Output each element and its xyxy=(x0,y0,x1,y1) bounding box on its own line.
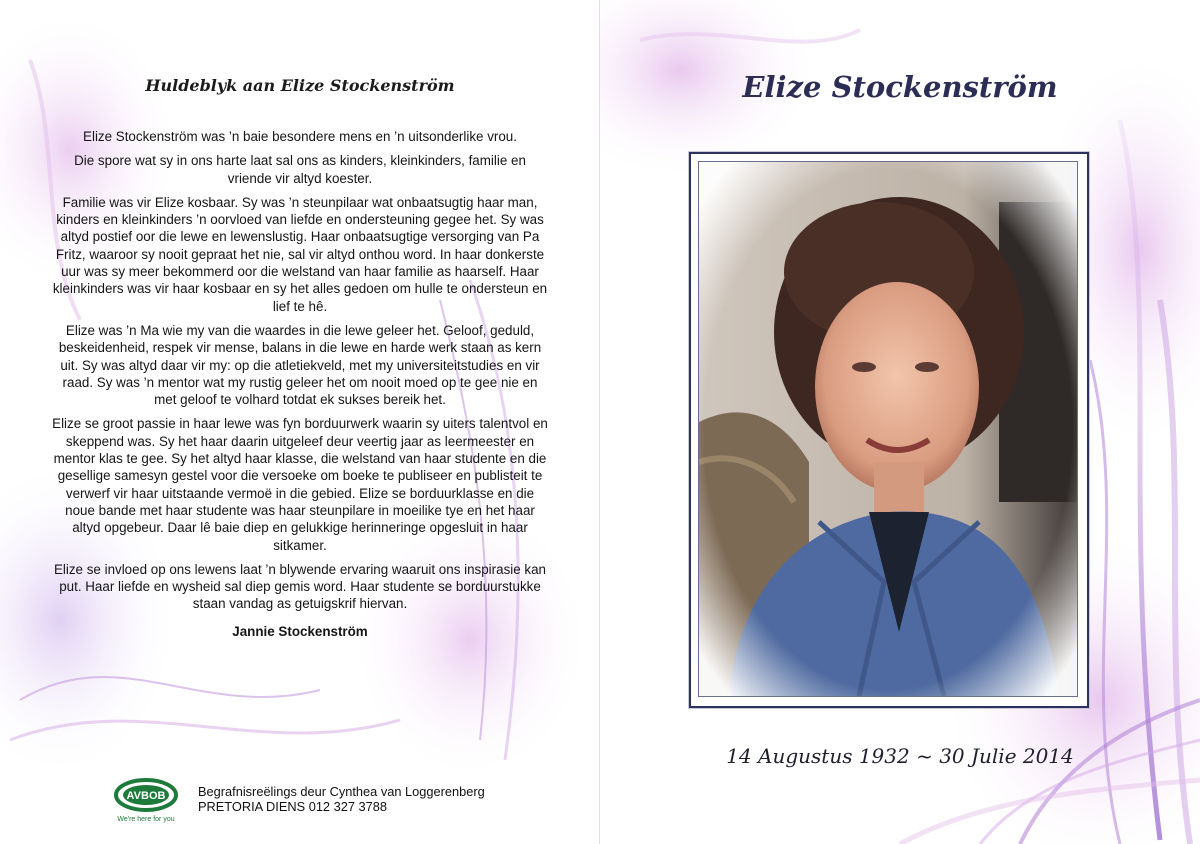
cover-page xyxy=(600,0,1200,844)
tribute-text xyxy=(52,128,548,647)
avbob-tagline: We're here for you xyxy=(117,816,175,823)
tribute-paragraph: Elize se groot passie in haar lewe was fyn borduurwerk waarin sy uiters talentvol en skeppend was. Sy het haar daarin uitgeleef deur veertig jaar as leermeester en mentor klas te gee. Sy het altyd haar klasse, die welstand van haar studente en die gesellige samesyn gestel voor die versoeke om boeke te publiseer en publisteit te verwerf vir haar uitstaande vermoë in die gebied. Elize se borduurklasse en die noue bande met haar studente was haar steunpilare in moeilike tye en het haar altyd opgebeur. Daar lê baie diep en gelukkige herinneringe opgesluit in haar sitkamer. xyxy=(52,416,548,553)
branch-phone: PRETORIA DIENS 012 327 3788 xyxy=(198,799,387,814)
funeral-footer xyxy=(112,778,552,824)
tribute-title: Huldeblyk aan Elize Stockenström xyxy=(145,76,455,95)
avbob-logo xyxy=(112,778,184,824)
tribute-paragraph: Elize was ’n Ma wie my van die waardes in die lewe geleer het. Geloof, geduld, beskeidenheid, respek vir mense, balans in die lewe en harde werk staan as kern uit. Sy was altyd daar vir my: op die atletiekveld, met my universiteitstudies en vir raad. Sy was ’n mentor wat my rustig geleer het om nooit moed op te gee nie en met geloof te volhard totdat ek sukses bereik het. xyxy=(58,322,542,408)
tribute-paragraph: Elize Stockenström was ’n baie besondere mens en ’n uitsonderlike vrou. xyxy=(83,129,517,144)
tribute-paragraph: Elize se invloed op ons lewens laat ’n blywende ervaring waaruit ons inspirasie kan put. Haar liefde en wysheid sal diep gemis word. Haar studente se borduurstukke staan vandag as getuigskrif hiervan. xyxy=(53,561,546,612)
portrait-photo xyxy=(698,161,1078,697)
tribute-paragraph: Die spore wat sy in ons harte laat sal ons as kinders, kleinkinders, familie en vriende vir altyd koester. xyxy=(74,153,526,186)
tribute-paragraph: Familie was vir Elize kosbaar. Sy was ’n steunpilaar wat onbaatsugtig haar man, kinders en kleinkinders ’n oorvloed van liefde en ondersteuning gegee het. Sy was altyd postief oor die lewe en lewenslustig. Haar onbaatsugtige versorging van Pa Fritz, waaroor sy nooit gepraat het nie, sal vir altyd onthou word. In haar donkerste uur was sy meer bekommerd oor die welstand van haar familie as haarself. Haar kleinkinders was vir haar kosbaar en sy het alles gedoen om hulle te ondersteun en lief te hê. xyxy=(52,194,548,314)
life-dates: 14 Augustus 1932 ~ 30 Julie 2014 xyxy=(726,744,1074,768)
funeral-arranger: Begrafnisreëlings deur Cynthea van Loggerenberg xyxy=(198,784,485,799)
deceased-name: Elize Stockenström xyxy=(742,70,1058,104)
footer-text xyxy=(198,784,485,814)
avbob-logo-text: AVBOB xyxy=(126,790,166,802)
portrait-frame xyxy=(689,152,1089,708)
portrait-image xyxy=(699,162,1077,696)
signature: Jannie Stockenström xyxy=(232,623,368,639)
